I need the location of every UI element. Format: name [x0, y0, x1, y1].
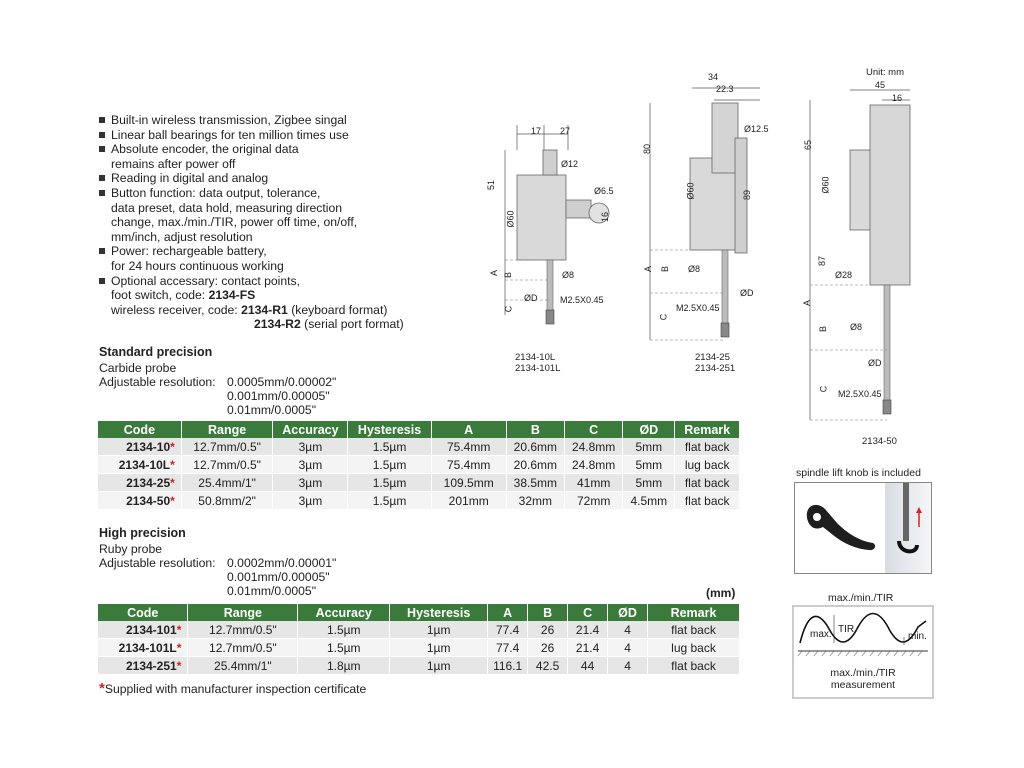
- table-cell: 75.4mm: [431, 456, 506, 474]
- tir-caption-2: measurement: [830, 679, 896, 691]
- code-text: 2134-101L: [118, 640, 177, 655]
- table-cell: 26: [528, 639, 568, 657]
- code-cell: [98, 474, 181, 492]
- table-cell: 75.4mm: [431, 438, 506, 456]
- accessory-code: 2134-R1: [241, 302, 288, 317]
- table-cell: 21.4: [568, 621, 608, 639]
- table-cell: 25.4mm/1": [181, 474, 273, 492]
- d1-dim-17: 17: [531, 126, 542, 136]
- code-text: 2134-10: [126, 439, 171, 454]
- high-precision-title: High precision: [99, 526, 186, 540]
- table-cell: 3µm: [273, 492, 348, 510]
- table-cell: flat back: [675, 474, 740, 492]
- certificate-star: *: [176, 658, 182, 673]
- code-cell: [98, 492, 181, 510]
- accessory-text: (serial port format): [300, 317, 404, 332]
- table-cell: 4: [608, 639, 648, 657]
- table-cell: 4: [608, 657, 648, 675]
- code-cell: [98, 456, 181, 474]
- drawing-unit: Unit: mm: [866, 67, 904, 78]
- feature-line: Linear ball bearings for ten million times use: [111, 127, 349, 142]
- d3-dim-c: C: [818, 385, 829, 393]
- footnote: [99, 680, 366, 697]
- table-row: [98, 492, 740, 510]
- certificate-star: *: [170, 439, 175, 454]
- code-text: 2134-25: [126, 475, 171, 490]
- d2-caption-2: 2134-251: [695, 363, 736, 374]
- table-header: B: [528, 604, 568, 621]
- accessory-text: (keyboard format): [287, 302, 388, 317]
- d2-caption-1: 2134-25: [695, 352, 730, 363]
- d3-dim-16: 16: [892, 93, 903, 103]
- high-probe: Ruby probe: [99, 542, 163, 556]
- table-header: Remark: [675, 421, 740, 438]
- standard-precision-title: Standard precision: [99, 345, 213, 359]
- unit-label: (mm): [706, 586, 736, 600]
- d3-dim-od: ØD: [868, 358, 882, 368]
- d1-dim-51: 51: [486, 179, 497, 191]
- feature-item: [98, 171, 428, 186]
- d2-dim-a: A: [643, 265, 654, 273]
- high-spec-table: [98, 604, 740, 675]
- table-header: A: [431, 421, 506, 438]
- accessory-text: wireless receiver, code:: [111, 302, 242, 317]
- accessory-text: foot switch, code:: [111, 288, 209, 303]
- d1-dim-c: C: [503, 305, 514, 313]
- feature-line: change, max./min./TIR, power off time, on/off,: [111, 215, 358, 230]
- accessory-line: [111, 288, 428, 303]
- d1-dim-d12: Ø12: [561, 159, 579, 169]
- table-cell: 77.4: [488, 621, 528, 639]
- table-cell: 5mm: [623, 474, 675, 492]
- feature-line: Power: rechargeable battery,: [111, 244, 267, 259]
- table-header: B: [506, 421, 564, 438]
- code-cell: [98, 438, 181, 456]
- table-cell: 116.1: [488, 657, 528, 675]
- accessory-line: [111, 303, 428, 318]
- d1-caption-2: 2134-101L: [515, 363, 561, 374]
- accessory-code: 2134-R2: [254, 317, 301, 332]
- d1-dim-d60: Ø60: [505, 210, 516, 228]
- certificate-star: *: [170, 475, 175, 490]
- feature-line: Button function: data output, tolerance,: [111, 185, 321, 200]
- d3-dim-65: 65: [803, 139, 814, 151]
- feature-line: for 24 hours continuous working: [111, 258, 284, 273]
- standard-probe: Carbide probe: [99, 361, 177, 375]
- table-cell: 5mm: [623, 438, 675, 456]
- d1-dim-b: B: [503, 271, 514, 279]
- high-resolution-3: 0.01mm/0.0005": [227, 584, 317, 598]
- d3-dim-87: 87: [817, 255, 828, 267]
- drawing-2134-50: [800, 80, 940, 425]
- footnote-star: *: [99, 680, 105, 697]
- table-cell: 1.5µm: [348, 438, 431, 456]
- high-resolution-1: 0.0002mm/0.00001": [227, 556, 337, 570]
- table-cell: lug back: [675, 456, 740, 474]
- feature-item: [98, 113, 428, 128]
- table-cell: 1µm: [390, 621, 488, 639]
- accessory-line: [111, 317, 428, 332]
- d2-dim-89: 89: [742, 189, 753, 201]
- tir-min-label: min.: [908, 631, 927, 642]
- d3-dim-d8: Ø8: [850, 322, 863, 332]
- d2-dim-thread: M2.5X0.45: [676, 303, 720, 313]
- table-cell: 12.7mm/0.5": [188, 621, 298, 639]
- feature-line: mm/inch, adjust resolution: [111, 229, 253, 244]
- accessory-line: Optional accessary: contact points,: [111, 273, 301, 288]
- table-row: [98, 639, 740, 657]
- d1-dim-od: ØD: [524, 293, 538, 303]
- code-text: 2134-101: [125, 622, 177, 637]
- table-cell: 12.7mm/0.5": [181, 438, 273, 456]
- table-row: [98, 438, 740, 456]
- table-cell: 5mm: [623, 456, 675, 474]
- table-cell: 21.4: [568, 639, 608, 657]
- feature-line: data preset, data hold, measuring direction: [111, 200, 343, 215]
- table-row: [98, 474, 740, 492]
- table-header: Range: [188, 604, 298, 621]
- feature-line: Absolute encoder, the original data: [111, 142, 299, 157]
- table-cell: 1.5µm: [348, 456, 431, 474]
- table-row: [98, 621, 740, 639]
- d3-caption: 2134-50: [862, 436, 897, 447]
- d1-dim-27: 27: [560, 126, 571, 136]
- table-cell: 12.7mm/0.5": [188, 639, 298, 657]
- tir-diagram-box: [792, 605, 934, 699]
- table-cell: 42.5: [528, 657, 568, 675]
- table-cell: 1µm: [390, 639, 488, 657]
- table-cell: 1.5µm: [298, 639, 390, 657]
- code-cell: [98, 639, 188, 657]
- table-cell: 1µm: [390, 657, 488, 675]
- table-cell: flat back: [648, 621, 740, 639]
- table-cell: 4: [608, 621, 648, 639]
- d2-dim-d60: Ø60: [685, 182, 696, 200]
- table-cell: 24.8mm: [564, 456, 622, 474]
- d2-dim-22-3: 22.3: [716, 84, 734, 94]
- table-cell: 38.5mm: [506, 474, 564, 492]
- table-cell: 20.6mm: [506, 438, 564, 456]
- d1-caption-1: 2134-10L: [515, 352, 556, 363]
- table-cell: lug back: [648, 639, 740, 657]
- feature-item: [98, 128, 428, 143]
- d3-dim-b: B: [818, 325, 829, 333]
- table-cell: 26: [528, 621, 568, 639]
- table-cell: 201mm: [431, 492, 506, 510]
- d2-dim-b: B: [660, 265, 671, 273]
- table-header: ØD: [623, 421, 675, 438]
- tir-caption-1: max./min./TIR: [830, 667, 896, 679]
- standard-resolution-1: 0.0005mm/0.00002": [227, 375, 337, 389]
- table-cell: 41mm: [564, 474, 622, 492]
- code-text: 2134-251: [125, 658, 177, 673]
- table-header: C: [568, 604, 608, 621]
- d3-dim-45: 45: [875, 80, 886, 90]
- tir-title: max./min./TIR: [828, 592, 894, 604]
- d1-dim-16: 16: [600, 211, 611, 223]
- knob-image-box: [794, 482, 932, 574]
- table-cell: 3µm: [273, 474, 348, 492]
- table-header: Code: [98, 604, 188, 621]
- standard-resolution-label: Adjustable resolution:: [99, 375, 216, 389]
- table-cell: 3µm: [273, 438, 348, 456]
- table-cell: 25.4mm/1": [188, 657, 298, 675]
- code-text: 2134-10L: [118, 457, 171, 472]
- d2-dim-34: 34: [708, 72, 719, 82]
- table-cell: 32mm: [506, 492, 564, 510]
- d3-dim-a: A: [802, 299, 813, 307]
- standard-spec-table: [98, 421, 740, 510]
- d2-dim-80: 80: [642, 143, 653, 155]
- feature-line: Built-in wireless transmission, Zigbee singal: [111, 113, 347, 127]
- table-header: Remark: [648, 604, 740, 621]
- table-header: C: [564, 421, 622, 438]
- d1-dim-d6-5: Ø6.5: [594, 186, 614, 196]
- table-cell: flat back: [675, 492, 740, 510]
- table-cell: flat back: [675, 438, 740, 456]
- code-text: 2134-50: [126, 493, 171, 508]
- footnote-text: Supplied with manufacturer inspection certificate: [104, 682, 367, 696]
- table-header: Hysteresis: [390, 604, 488, 621]
- table-cell: 1.8µm: [298, 657, 390, 675]
- table-cell: 3µm: [273, 456, 348, 474]
- d1-dim-thread: M2.5X0.45: [560, 295, 604, 305]
- d3-dim-d60: Ø60: [820, 176, 831, 194]
- table-cell: 12.7mm/0.5": [181, 456, 273, 474]
- d1-dim-d8: Ø8: [562, 270, 575, 280]
- certificate-star: *: [170, 493, 175, 508]
- table-cell: 50.8mm/2": [181, 492, 273, 510]
- table-cell: flat back: [648, 657, 740, 675]
- standard-resolution-2: 0.001mm/0.00005": [227, 389, 330, 403]
- d2-dim-d8: Ø8: [688, 264, 701, 274]
- d3-dim-thread: M2.5X0.45: [838, 389, 882, 399]
- feature-item-accessory: [98, 274, 428, 332]
- spindle-lift-knob-illustration: [795, 483, 931, 573]
- certificate-star: *: [176, 640, 182, 655]
- table-header: ØD: [608, 604, 648, 621]
- code-cell: [98, 657, 188, 675]
- feature-line: remains after power off: [111, 156, 236, 171]
- feature-list: [98, 113, 428, 332]
- feature-item: [98, 186, 428, 244]
- d1-dim-a: A: [489, 269, 500, 277]
- certificate-star: *: [176, 622, 182, 637]
- d2-dim-c: C: [658, 313, 669, 321]
- table-header: Code: [98, 421, 181, 438]
- knob-label: spindle lift knob is included: [796, 467, 921, 479]
- table-header: Accuracy: [298, 604, 390, 621]
- table-cell: 4.5mm: [623, 492, 675, 510]
- table-header: Hysteresis: [348, 421, 431, 438]
- table-row: [98, 456, 740, 474]
- feature-line: Reading in digital and analog: [111, 171, 269, 186]
- feature-item: [98, 244, 428, 273]
- table-cell: 109.5mm: [431, 474, 506, 492]
- table-cell: 1.5µm: [348, 492, 431, 510]
- table-cell: 77.4: [488, 639, 528, 657]
- table-cell: 44: [568, 657, 608, 675]
- d2-dim-od: ØD: [740, 288, 754, 298]
- d2-dim-d12-5: Ø12.5: [744, 124, 769, 134]
- tir-tir-label: TIR: [838, 624, 855, 635]
- high-resolution-label: Adjustable resolution:: [99, 556, 216, 570]
- feature-item: [98, 142, 428, 171]
- drawing-2134-10l: [495, 120, 635, 340]
- d3-dim-d28: Ø28: [835, 270, 853, 280]
- high-resolution-2: 0.001mm/0.00005": [227, 570, 330, 584]
- table-cell: 1.5µm: [298, 621, 390, 639]
- table-header: Range: [181, 421, 273, 438]
- table-cell: 24.8mm: [564, 438, 622, 456]
- accessory-code: 2134-FS: [208, 288, 256, 303]
- table-cell: 1.5µm: [348, 474, 431, 492]
- table-row: [98, 657, 740, 675]
- standard-resolution-3: 0.01mm/0.0005": [227, 403, 317, 417]
- certificate-star: *: [170, 457, 175, 472]
- tir-max-label: max.: [810, 629, 832, 640]
- table-header: Accuracy: [273, 421, 348, 438]
- table-cell: 72mm: [564, 492, 622, 510]
- code-cell: [98, 621, 188, 639]
- table-header: A: [488, 604, 528, 621]
- table-cell: 20.6mm: [506, 456, 564, 474]
